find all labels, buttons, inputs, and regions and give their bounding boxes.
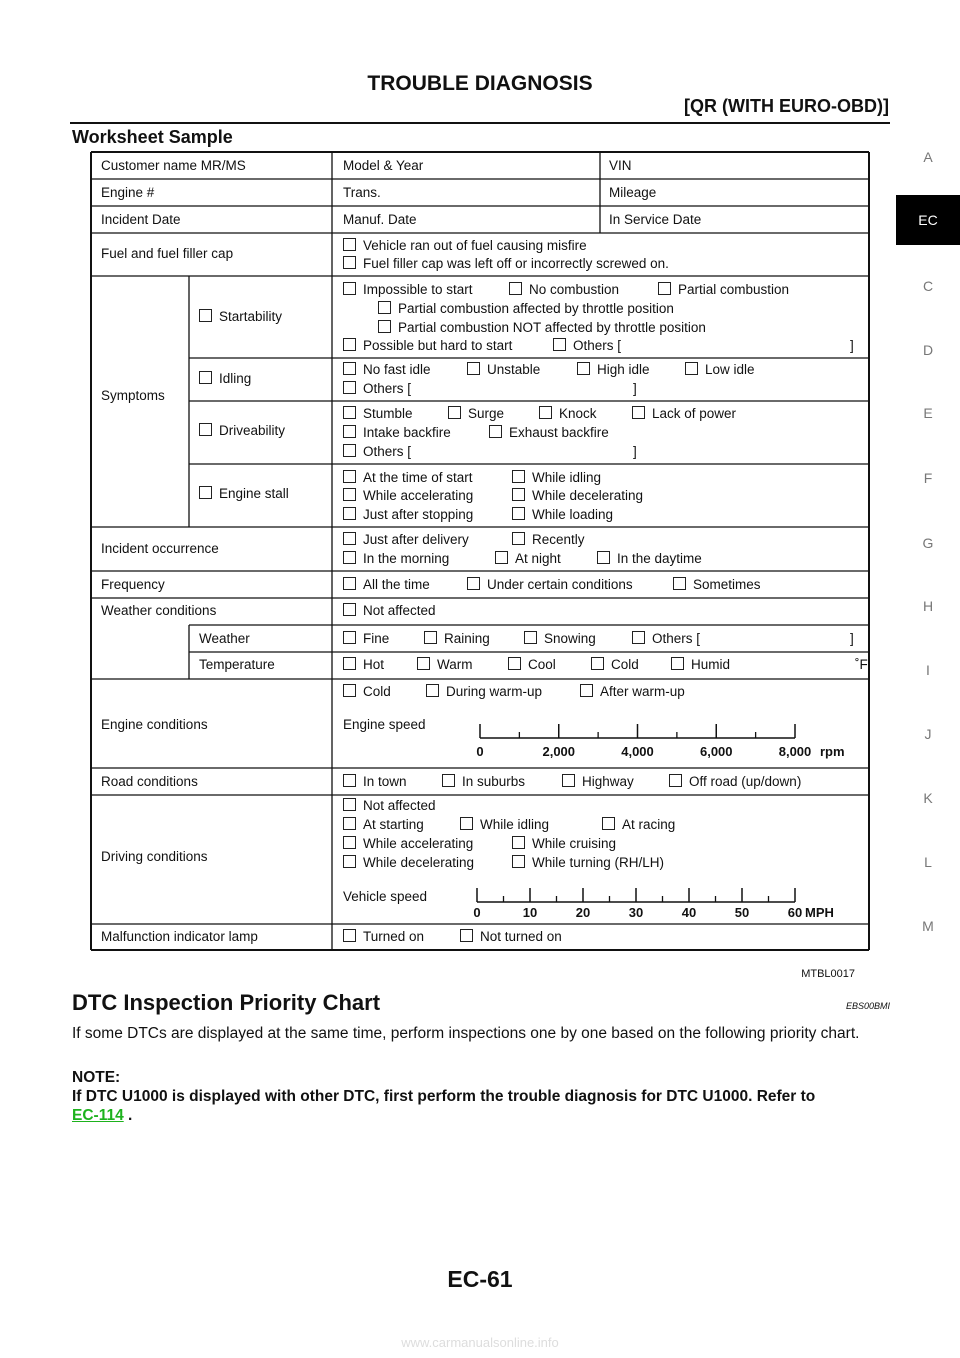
watermark: www.carmanualsonline.info: [401, 1335, 559, 1350]
option-incident-occurrence-label: Just after delivery: [363, 532, 469, 547]
checkbox-icon[interactable]: [632, 631, 645, 644]
checkbox-icon[interactable]: [343, 406, 356, 419]
option-driveability-label: Lack of power: [652, 406, 737, 421]
checkbox-icon[interactable]: [460, 929, 473, 942]
scale-tick-label: 8,000: [778, 744, 812, 759]
option-idling[interactable]: [343, 362, 431, 378]
option-idling[interactable]: [467, 362, 540, 378]
label-road-conditions-label: Road conditions: [101, 774, 198, 789]
note-text: If DTC U1000 is displayed with other DTC, first perform the trouble diagnosis for DTC U1000. Refer to: [72, 1088, 816, 1105]
label-incident-occurrence: [101, 541, 219, 557]
option-engine-stall[interactable]: [343, 507, 473, 523]
checkbox-icon[interactable]: [460, 817, 473, 830]
label-model-label: Model & Year: [343, 158, 424, 173]
scale-tick-label: 10: [522, 905, 538, 920]
option-startability-label: ]: [850, 338, 854, 353]
option-engine-stall-label: Just after stopping: [363, 507, 474, 522]
option-engine-stall[interactable]: [343, 470, 473, 486]
scale-tick-label: 0: [473, 905, 481, 920]
option-fuel[interactable]: [343, 238, 587, 254]
checkbox-icon[interactable]: [343, 338, 356, 351]
option-engine-stall-label: At the time of start: [363, 470, 473, 485]
side-index-tab-h[interactable]: H: [922, 598, 934, 614]
option-weather[interactable]: [343, 631, 389, 647]
checkbox-icon[interactable]: [343, 381, 356, 394]
option-startability-label: Others [: [573, 338, 622, 353]
option-engine-conditions[interactable]: [580, 684, 685, 700]
checkbox-icon[interactable]: [512, 507, 525, 520]
checkbox-icon[interactable]: [632, 406, 645, 419]
label-driving-conditions: [101, 849, 208, 865]
option-driving-conditions[interactable]: [460, 817, 549, 833]
option-incident-occurrence[interactable]: [495, 551, 561, 567]
scale-tick-label: 4,000: [621, 744, 654, 759]
label-engine-no: [101, 185, 154, 201]
option-incident-occurrence[interactable]: [343, 551, 449, 567]
option-idling[interactable]: [577, 362, 650, 378]
option-driving-conditions-label: Not affected: [363, 798, 436, 813]
checkbox-icon[interactable]: [199, 371, 212, 384]
label-customer: [101, 158, 246, 174]
option-driving-conditions[interactable]: [343, 798, 436, 814]
scale-tick-label: 20: [575, 905, 591, 920]
label-fuel: [101, 246, 233, 262]
scale-tick-label: 0: [476, 744, 484, 759]
label-temperature-label: Temperature: [199, 657, 275, 672]
option-engine-conditions[interactable]: [426, 684, 542, 700]
checkbox-icon[interactable]: [512, 855, 525, 868]
checkbox-icon[interactable]: [597, 551, 610, 564]
scale-tick-label: 6,000: [699, 744, 733, 759]
option-driving-conditions[interactable]: [343, 817, 424, 833]
checkbox-icon[interactable]: [343, 532, 356, 545]
label-service-date: [609, 212, 701, 228]
dtc-note: [72, 1068, 890, 1125]
option-startability-label: No combustion: [529, 282, 620, 297]
checkbox-icon[interactable]: [343, 362, 356, 375]
checkbox-icon[interactable]: [378, 320, 391, 333]
checkbox-icon[interactable]: [512, 488, 525, 501]
checkbox-icon[interactable]: [424, 631, 437, 644]
option-incident-occurrence-label: At night: [515, 551, 561, 566]
scale-unit: MPH: [805, 905, 834, 920]
option-engine-stall[interactable]: [512, 507, 613, 523]
label-mil-label: Malfunction indicator lamp: [101, 929, 258, 944]
option-startability-label: Partial combustion NOT affected by throttle position: [398, 320, 706, 335]
checkbox-icon[interactable]: [343, 425, 356, 438]
option-frequency-label: All the time: [363, 577, 430, 592]
scale-tick-label: 50: [734, 905, 750, 920]
checkbox-icon[interactable]: [495, 551, 508, 564]
scale-tick-label: 30: [628, 905, 644, 920]
checkbox-icon[interactable]: [524, 631, 537, 644]
option-driving-conditions[interactable]: [512, 836, 616, 852]
option-driveability-label: Knock: [559, 406, 597, 421]
option-startability-label: Partial combustion: [678, 282, 790, 297]
label-engine-no-label: Engine #: [101, 185, 155, 200]
option-frequency[interactable]: [343, 577, 430, 593]
option-road-conditions[interactable]: [343, 774, 407, 790]
side-index-tab-c[interactable]: C: [922, 278, 934, 294]
checkbox-icon[interactable]: [343, 631, 356, 644]
checkbox-icon[interactable]: [343, 238, 356, 251]
section-title: Worksheet Sample: [72, 127, 233, 147]
option-startability[interactable]: [378, 301, 674, 317]
symptom-driveability[interactable]: [199, 423, 285, 439]
checkbox-icon[interactable]: [669, 774, 682, 787]
checkbox-icon[interactable]: [343, 444, 356, 457]
label-engine-speed: [343, 717, 426, 733]
option-temperature[interactable]: [671, 657, 730, 673]
option-incident-occurrence[interactable]: [343, 532, 469, 548]
label-mil: [101, 929, 258, 945]
scale-tick-label: 60: [787, 905, 803, 920]
option-idling-label: ]: [633, 381, 637, 396]
checkbox-icon[interactable]: [199, 423, 212, 436]
option-road-conditions-label: Highway: [582, 774, 634, 789]
label-frequency: [101, 577, 165, 593]
option-temperature[interactable]: [417, 657, 473, 673]
side-index-tab-a[interactable]: A: [923, 149, 933, 165]
option-temperature[interactable]: [591, 657, 639, 673]
option-frequency[interactable]: [467, 577, 633, 593]
option-engine-conditions-label: After warm-up: [600, 684, 685, 699]
option-driving-conditions-label: While accelerating: [363, 836, 474, 851]
option-mil-label: Turned on: [363, 929, 425, 944]
page-number: EC-61: [447, 1266, 513, 1292]
label-temperature: [199, 657, 275, 673]
label-fuel-label: Fuel and fuel filler cap: [101, 246, 234, 261]
side-index-tab-l[interactable]: L: [924, 854, 932, 870]
side-index-tab-ec[interactable]: EC: [896, 195, 960, 245]
option-fuel-label: Fuel filler cap was left off or incorrectly screwed on.: [363, 256, 669, 271]
option-incident-occurrence-label: In the daytime: [617, 551, 702, 566]
label-weather: [199, 631, 250, 647]
option-road-conditions-label: In suburbs: [462, 774, 526, 789]
option-weather-label: ]: [850, 631, 854, 646]
option-incident-occurrence-label: Recently: [532, 532, 585, 547]
option-driving-conditions-label: While decelerating: [363, 855, 475, 870]
label-symptoms: [101, 388, 165, 404]
checkbox-icon[interactable]: [658, 282, 671, 295]
checkbox-icon[interactable]: [602, 817, 615, 830]
option-weather-conditions[interactable]: [343, 603, 436, 619]
page-header-subtitle: [QR (WITH EURO-OBD)]: [684, 96, 889, 116]
option-startability-label: Partial combustion affected by throttle position: [398, 301, 674, 316]
option-mil[interactable]: [343, 929, 424, 945]
option-engine-conditions-label: Cold: [363, 684, 391, 699]
option-weather-label: Fine: [363, 631, 390, 646]
option-driveability[interactable]: [632, 406, 736, 422]
option-engine-conditions-label: During warm-up: [446, 684, 543, 699]
option-incident-occurrence[interactable]: [597, 551, 702, 567]
checkbox-icon[interactable]: [512, 470, 525, 483]
side-index-tab-d[interactable]: D: [922, 342, 934, 358]
label-incident-date: [101, 212, 181, 228]
checkbox-icon[interactable]: [508, 657, 521, 670]
option-driveability-label: Surge: [468, 406, 505, 421]
option-driveability[interactable]: [343, 406, 413, 422]
scale-tick-label: 40: [681, 905, 697, 920]
option-weather[interactable]: [424, 631, 490, 647]
label-mileage-label: Mileage: [609, 185, 657, 200]
option-temperature[interactable]: [508, 657, 556, 673]
side-index-tab-m[interactable]: M: [922, 918, 934, 934]
label-vehicle-speed: [343, 889, 427, 905]
option-startability[interactable]: [343, 282, 473, 298]
checkbox-icon[interactable]: [673, 577, 686, 590]
checkbox-icon[interactable]: [671, 657, 684, 670]
checkbox-icon[interactable]: [343, 551, 356, 564]
checkbox-icon[interactable]: [199, 486, 212, 499]
option-startability[interactable]: [553, 338, 621, 354]
option-driveability[interactable]: [539, 406, 597, 422]
option-engine-stall-label: While idling: [532, 470, 602, 485]
checkbox-icon[interactable]: [512, 532, 525, 545]
option-engine-stall[interactable]: [512, 470, 601, 486]
page-header-title: TROUBLE DIAGNOSIS: [367, 72, 593, 95]
label-vin-label: VIN: [609, 158, 632, 173]
option-startability[interactable]: [658, 282, 789, 298]
option-driving-conditions[interactable]: [343, 836, 473, 852]
checkbox-icon[interactable]: [343, 855, 356, 868]
label-customer-label: Customer name MR/MS: [101, 158, 246, 173]
symptom-engine-stall-label: Engine stall: [219, 486, 289, 501]
side-index-tab-e[interactable]: E: [923, 405, 933, 421]
option-driving-conditions[interactable]: [512, 855, 664, 871]
checkbox-icon[interactable]: [343, 507, 356, 520]
option-road-conditions[interactable]: [442, 774, 525, 790]
option-idling-label: High idle: [597, 362, 650, 377]
option-idling[interactable]: [685, 362, 755, 378]
option-driveability[interactable]: [343, 444, 411, 460]
option-engine-stall[interactable]: [512, 488, 643, 504]
option-driving-conditions-label: At racing: [622, 817, 676, 832]
side-index-tab-i[interactable]: I: [926, 662, 930, 678]
label-incident-date-label: Incident Date: [101, 212, 181, 227]
checkbox-icon[interactable]: [343, 798, 356, 811]
option-driving-conditions[interactable]: [343, 855, 474, 871]
option-idling: [633, 381, 637, 397]
option-mil[interactable]: [460, 929, 562, 945]
option-driving-conditions-label: While idling: [480, 817, 550, 832]
label-manuf-date-label: Manuf. Date: [343, 212, 417, 227]
option-idling[interactable]: [343, 381, 411, 397]
label-symptoms-label: Symptoms: [101, 388, 165, 403]
option-driveability-label: ]: [633, 444, 637, 459]
dtc-paragraph: If some DTCs are displayed at the same time, perform inspections one by one based on the following priority chart.: [72, 1025, 860, 1042]
option-weather[interactable]: [632, 631, 700, 647]
checkbox-icon[interactable]: [343, 603, 356, 616]
option-temperature-label: Warm: [437, 657, 473, 672]
checkbox-icon[interactable]: [539, 406, 552, 419]
option-driveability-label: Exhaust backfire: [509, 425, 609, 440]
label-trans-label: Trans.: [343, 185, 381, 200]
checkbox-icon[interactable]: [685, 362, 698, 375]
option-idling-label: Low idle: [705, 362, 755, 377]
side-index-tab-j[interactable]: J: [924, 726, 932, 742]
checkbox-icon[interactable]: [448, 406, 461, 419]
checkbox-icon[interactable]: [343, 684, 356, 697]
option-driveability[interactable]: [448, 406, 504, 422]
option-engine-conditions[interactable]: [343, 684, 391, 700]
symptom-driveability-label: Driveability: [219, 423, 286, 438]
option-weather-label: Snowing: [544, 631, 596, 646]
option-engine-stall-label: While loading: [532, 507, 614, 522]
option-temperature-label: ˚F: [855, 657, 868, 672]
scale-tick-label: 2,000: [542, 744, 576, 759]
option-weather-label: Others [: [652, 631, 701, 646]
checkbox-icon[interactable]: [591, 657, 604, 670]
label-service-date-label: In Service Date: [609, 212, 702, 227]
label-weather-conditions: [101, 603, 216, 619]
checkbox-icon[interactable]: [512, 836, 525, 849]
option-idling-label: Others [: [363, 381, 412, 396]
option-road-conditions[interactable]: [669, 774, 801, 790]
side-index-tab-f[interactable]: F: [923, 470, 933, 486]
label-weather-label: Weather: [199, 631, 250, 646]
label-road-conditions: [101, 774, 198, 790]
checkbox-icon[interactable]: [553, 338, 566, 351]
option-incident-occurrence[interactable]: [512, 532, 585, 548]
checkbox-icon[interactable]: [417, 657, 430, 670]
label-trans: [343, 185, 381, 201]
label-model: [343, 158, 423, 174]
label-vin: [609, 158, 632, 174]
option-driving-conditions[interactable]: [602, 817, 675, 833]
label-engine-conditions-label: Engine conditions: [101, 717, 208, 732]
checkbox-icon[interactable]: [378, 301, 391, 314]
option-temperature-label: Humid: [691, 657, 731, 672]
dtc-section-code: EBS00BMI: [845, 1001, 890, 1011]
option-road-conditions-label: Off road (up/down): [689, 774, 802, 789]
option-fuel[interactable]: [343, 256, 669, 272]
checkbox-icon[interactable]: [343, 929, 356, 942]
option-weather: [850, 631, 854, 647]
note-label: NOTE:: [72, 1069, 121, 1086]
checkbox-icon[interactable]: [580, 684, 593, 697]
option-fuel-label: Vehicle ran out of fuel causing misfire: [363, 238, 587, 253]
checkbox-icon[interactable]: [426, 684, 439, 697]
option-startability-label: Impossible to start: [363, 282, 473, 297]
symptom-startability[interactable]: [199, 309, 282, 325]
symptom-startability-label: Startability: [219, 309, 283, 324]
label-incident-occurrence-label: Incident occurrence: [101, 541, 219, 556]
checkbox-icon[interactable]: [467, 577, 480, 590]
checkbox-icon[interactable]: [343, 470, 356, 483]
symptom-idling[interactable]: [199, 371, 251, 387]
side-index-tab-k[interactable]: K: [923, 790, 933, 806]
option-engine-stall-label: While decelerating: [532, 488, 644, 503]
option-driveability: [633, 444, 637, 460]
option-temperature: [855, 657, 868, 673]
checkbox-icon[interactable]: [562, 774, 575, 787]
option-startability[interactable]: [343, 338, 512, 354]
label-weather-conditions-label: Weather conditions: [101, 603, 217, 618]
label-manuf-date: [343, 212, 417, 228]
checkbox-icon[interactable]: [343, 836, 356, 849]
label-engine-speed-label: Engine speed: [343, 717, 426, 732]
option-startability[interactable]: [509, 282, 619, 298]
option-road-conditions[interactable]: [562, 774, 634, 790]
option-driving-conditions-label: While cruising: [532, 836, 617, 851]
option-frequency[interactable]: [673, 577, 761, 593]
option-driveability-label: Intake backfire: [363, 425, 451, 440]
option-startability: [850, 338, 854, 354]
option-engine-stall[interactable]: [343, 488, 473, 504]
option-driveability[interactable]: [489, 425, 609, 441]
checkbox-icon[interactable]: [442, 774, 455, 787]
option-driving-conditions-label: At starting: [363, 817, 424, 832]
side-index-tab-g[interactable]: G: [922, 535, 934, 551]
option-incident-occurrence-label: In the morning: [363, 551, 450, 566]
option-engine-stall-label: While accelerating: [363, 488, 474, 503]
checkbox-icon[interactable]: [343, 488, 356, 501]
option-startability[interactable]: [378, 320, 706, 336]
checkbox-icon[interactable]: [343, 282, 356, 295]
note-end: .: [123, 1107, 133, 1124]
checkbox-icon[interactable]: [489, 425, 502, 438]
label-driving-conditions-label: Driving conditions: [101, 849, 208, 864]
option-startability-label: Possible but hard to start: [363, 338, 513, 353]
option-temperature-label: Hot: [363, 657, 385, 672]
option-driving-conditions-label: While turning (RH/LH): [532, 855, 665, 870]
symptom-engine-stall[interactable]: [199, 486, 289, 502]
checkbox-icon[interactable]: [343, 657, 356, 670]
option-weather[interactable]: [524, 631, 596, 647]
option-temperature-label: Cool: [528, 657, 556, 672]
label-frequency-label: Frequency: [101, 577, 165, 592]
label-vehicle-speed-label: Vehicle speed: [343, 889, 428, 904]
scale-unit: rpm: [820, 744, 845, 759]
option-frequency-label: Sometimes: [693, 577, 761, 592]
option-idling-label: Unstable: [487, 362, 541, 377]
option-idling-label: No fast idle: [363, 362, 431, 377]
symptom-idling-label: Idling: [219, 371, 252, 386]
option-temperature[interactable]: [343, 657, 384, 673]
option-road-conditions-label: In town: [363, 774, 407, 789]
checkbox-icon[interactable]: [343, 577, 356, 590]
checkbox-icon[interactable]: [343, 256, 356, 269]
option-driveability-label: Stumble: [363, 406, 413, 421]
option-temperature-label: Cold: [611, 657, 639, 672]
checkbox-icon[interactable]: [343, 774, 356, 787]
option-driveability-label: Others [: [363, 444, 412, 459]
figure-id: MTBL0017: [801, 968, 855, 980]
checkbox-icon[interactable]: [343, 817, 356, 830]
option-weather-conditions-label: Not affected: [363, 603, 436, 618]
checkbox-icon[interactable]: [509, 282, 522, 295]
ec-114-link[interactable]: EC-114: [72, 1107, 124, 1124]
dtc-section-title: DTC Inspection Priority Chart: [72, 990, 381, 1015]
option-driveability[interactable]: [343, 425, 451, 441]
checkbox-icon[interactable]: [467, 362, 480, 375]
checkbox-icon[interactable]: [199, 309, 212, 322]
label-mileage: [609, 185, 656, 201]
label-engine-conditions: [101, 717, 208, 733]
checkbox-icon[interactable]: [577, 362, 590, 375]
option-mil-label: Not turned on: [480, 929, 562, 944]
option-frequency-label: Under certain conditions: [487, 577, 633, 592]
option-weather-label: Raining: [444, 631, 490, 646]
